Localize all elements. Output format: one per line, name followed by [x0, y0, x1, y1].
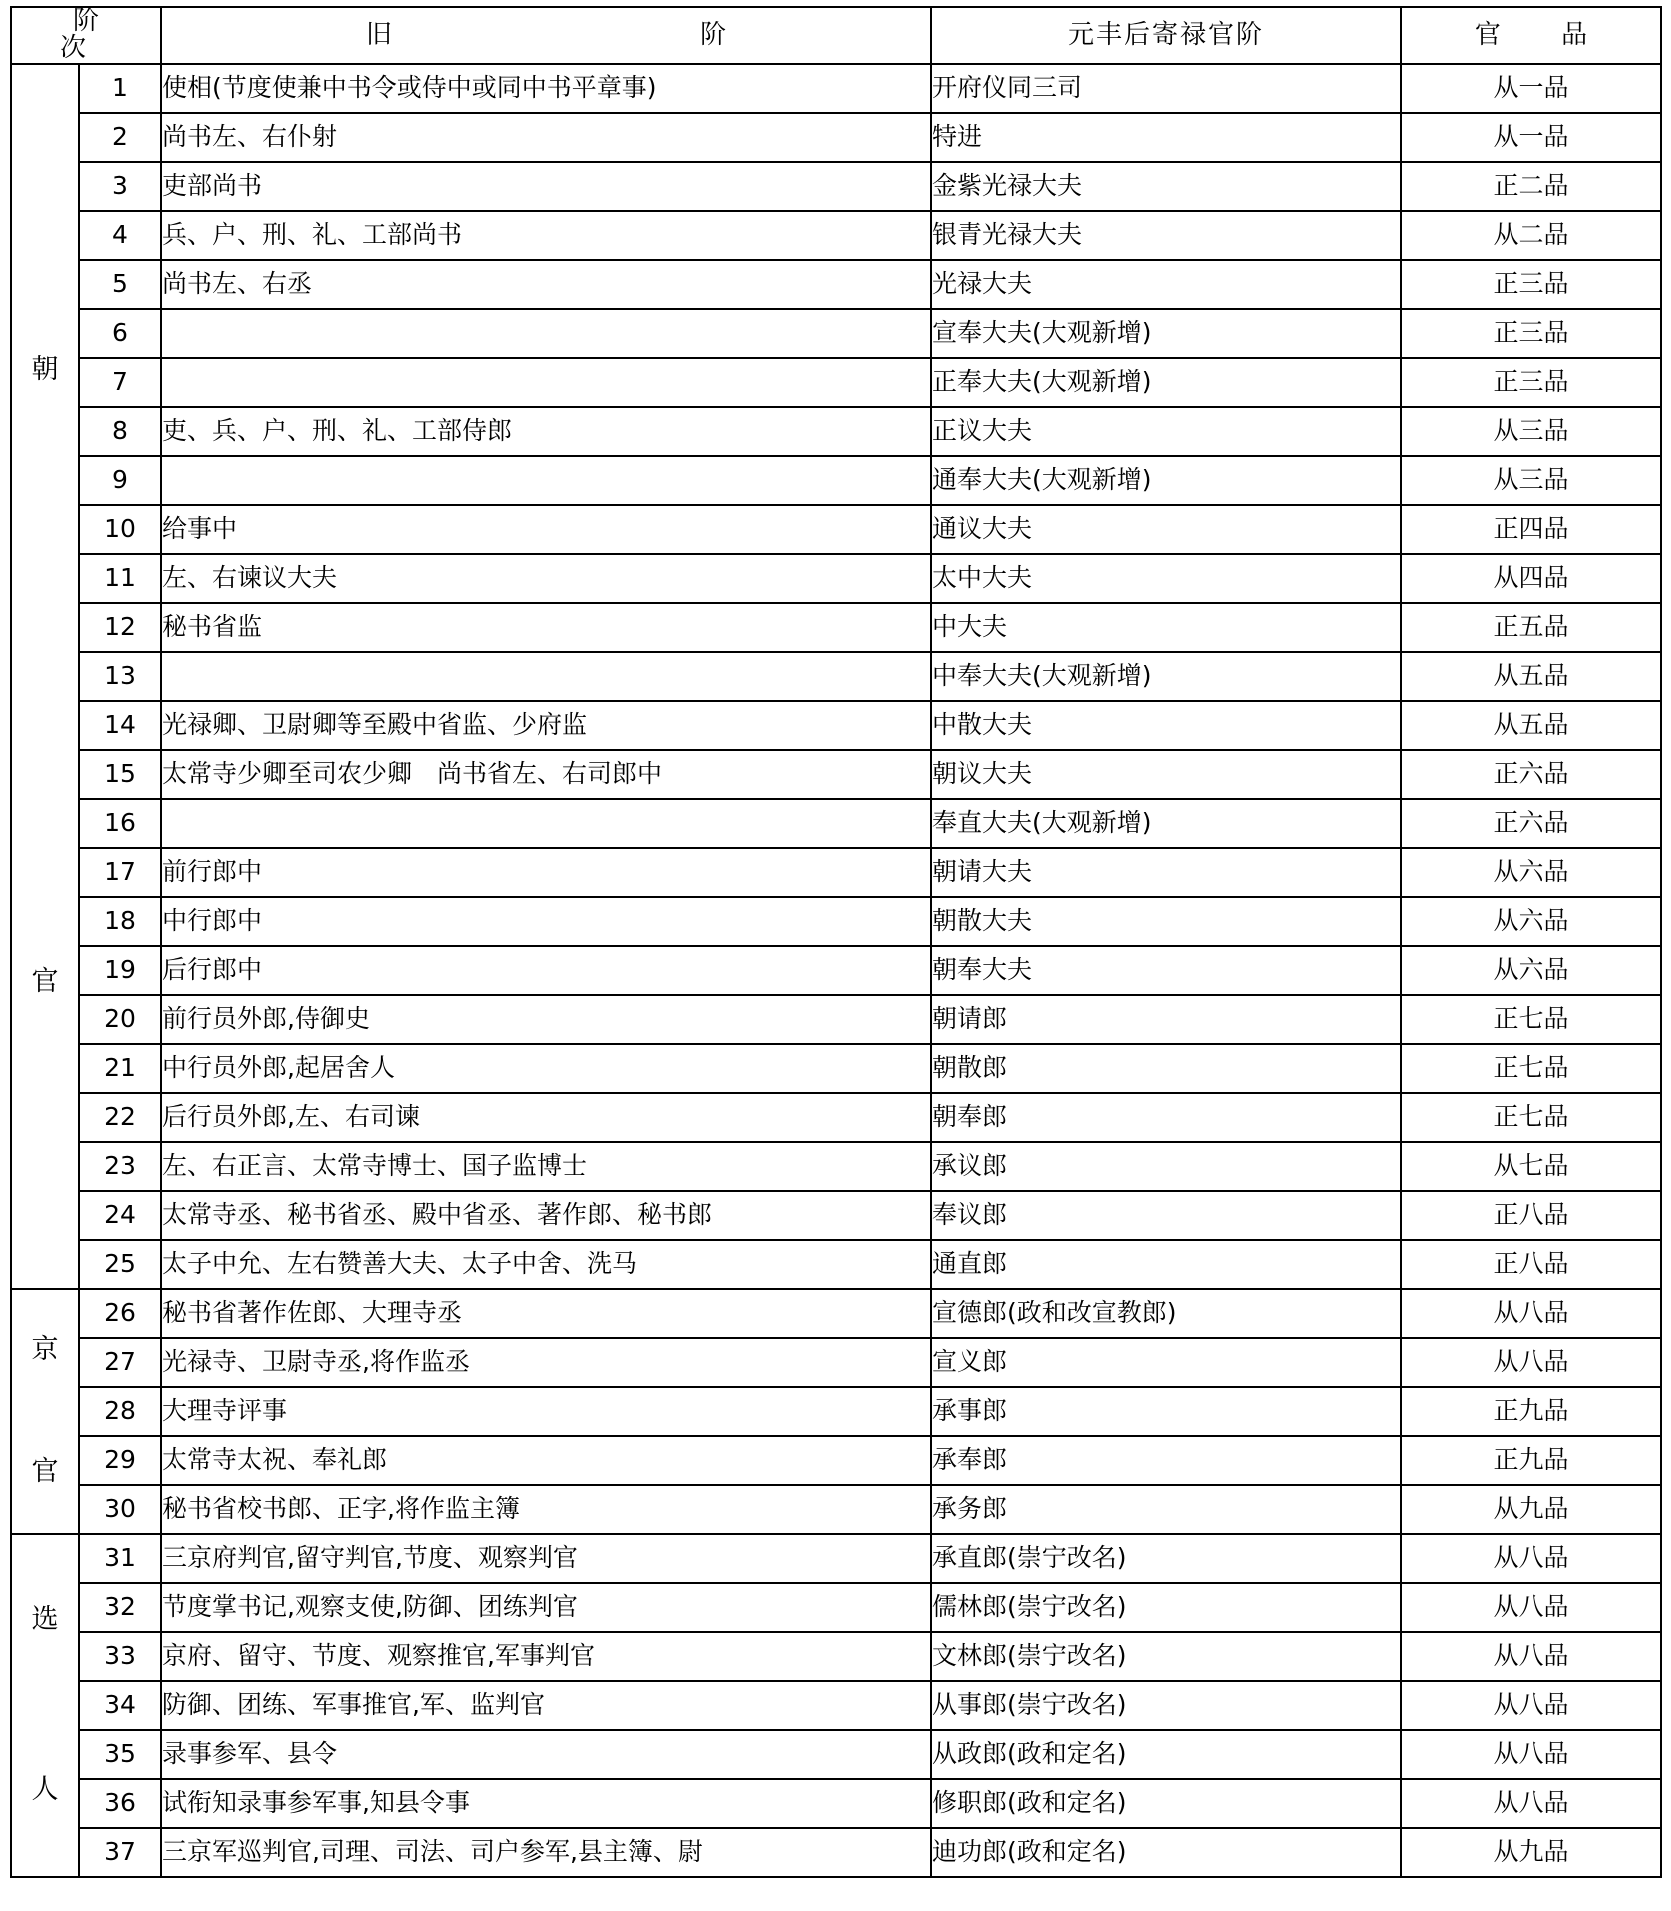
old-rank-cell: 后行员外郎,左、右司谏 — [161, 1093, 931, 1142]
new-rank-cell: 太中大夫 — [931, 554, 1401, 603]
grade-cell: 从八品 — [1401, 1779, 1661, 1828]
table-row — [11, 211, 1661, 260]
new-rank-cell: 金紫光禄大夫 — [931, 162, 1401, 211]
table-row — [11, 260, 1661, 309]
table-row — [11, 1828, 1661, 1877]
grade-cell: 从三品 — [1401, 407, 1661, 456]
new-rank-cell: 承奉郎 — [931, 1436, 1401, 1485]
old-rank-cell: 京府、留守、节度、观察推官,军事判官 — [161, 1632, 931, 1681]
table-row — [11, 162, 1661, 211]
new-rank-cell: 承事郎 — [931, 1387, 1401, 1436]
grade-cell: 正七品 — [1401, 1044, 1661, 1093]
new-rank-cell: 中大夫 — [931, 603, 1401, 652]
table-row — [11, 1436, 1661, 1485]
row-index-cell: 12 — [79, 603, 161, 652]
new-rank-cell: 正奉大夫(大观新增) — [931, 358, 1401, 407]
header-label-new: 元丰后寄禄官阶 — [1068, 19, 1265, 50]
table-row — [11, 799, 1661, 848]
table-row — [11, 652, 1661, 701]
row-index-cell: 2 — [79, 113, 161, 162]
row-index-cell: 37 — [79, 1828, 161, 1877]
group-label-cell — [11, 64, 79, 1289]
grade-cell: 从九品 — [1401, 1485, 1661, 1534]
group-label-stack — [12, 1290, 78, 1533]
header-cell-old — [161, 7, 931, 64]
new-rank-cell: 通直郎 — [931, 1240, 1401, 1289]
table-row — [11, 113, 1661, 162]
grade-cell: 正九品 — [1401, 1387, 1661, 1436]
table-row — [11, 1093, 1661, 1142]
table-row — [11, 946, 1661, 995]
table-row — [11, 309, 1661, 358]
table-row — [11, 701, 1661, 750]
old-rank-cell: 节度掌书记,观察支使,防御、团练判官 — [161, 1583, 931, 1632]
row-index-cell: 9 — [79, 456, 161, 505]
grade-cell: 从四品 — [1401, 554, 1661, 603]
grade-cell: 正二品 — [1401, 162, 1661, 211]
grade-cell: 正七品 — [1401, 1093, 1661, 1142]
table-row — [11, 1338, 1661, 1387]
table-row — [11, 505, 1661, 554]
grade-cell: 正五品 — [1401, 603, 1661, 652]
row-index-cell: 30 — [79, 1485, 161, 1534]
grade-cell: 从八品 — [1401, 1338, 1661, 1387]
old-rank-cell: 后行郎中 — [161, 946, 931, 995]
group-label-stack — [12, 1535, 78, 1876]
grade-cell: 从二品 — [1401, 211, 1661, 260]
grade-cell: 从八品 — [1401, 1730, 1661, 1779]
header-cell-grade — [1401, 7, 1661, 64]
row-index-cell: 24 — [79, 1191, 161, 1240]
new-rank-cell: 宣奉大夫(大观新增) — [931, 309, 1401, 358]
grade-cell: 从八品 — [1401, 1583, 1661, 1632]
header-label-old: 旧 阶 — [365, 19, 877, 50]
group-label-char: 官 — [31, 965, 59, 997]
table-row — [11, 995, 1661, 1044]
old-rank-cell: 秘书省校书郎、正字,将作监主簿 — [161, 1485, 931, 1534]
grade-cell: 正六品 — [1401, 750, 1661, 799]
header-label-grade: 官 品 — [1474, 19, 1614, 50]
new-rank-cell: 文林郎(崇宁改名) — [931, 1632, 1401, 1681]
old-rank-cell: 给事中 — [161, 505, 931, 554]
grade-cell: 正三品 — [1401, 260, 1661, 309]
table-header — [11, 7, 1661, 64]
old-rank-cell: 防御、团练、军事推官,军、监判官 — [161, 1681, 931, 1730]
table-row — [11, 1485, 1661, 1534]
table-row — [11, 1534, 1661, 1583]
row-index-cell: 18 — [79, 897, 161, 946]
new-rank-cell: 奉直大夫(大观新增) — [931, 799, 1401, 848]
old-rank-cell: 秘书省著作佐郎、大理寺丞 — [161, 1289, 931, 1338]
row-index-cell: 6 — [79, 309, 161, 358]
header-cell-new — [931, 7, 1401, 64]
grade-cell: 从六品 — [1401, 946, 1661, 995]
new-rank-cell: 中散大夫 — [931, 701, 1401, 750]
grade-cell: 从九品 — [1401, 1828, 1661, 1877]
old-rank-cell: 大理寺评事 — [161, 1387, 931, 1436]
grade-cell: 正七品 — [1401, 995, 1661, 1044]
grade-cell: 从七品 — [1401, 1142, 1661, 1191]
row-index-cell: 35 — [79, 1730, 161, 1779]
old-rank-cell: 试衔知录事参军事,知县令事 — [161, 1779, 931, 1828]
row-index-cell: 5 — [79, 260, 161, 309]
grade-cell: 从八品 — [1401, 1632, 1661, 1681]
old-rank-cell — [161, 652, 931, 701]
new-rank-cell: 正议大夫 — [931, 407, 1401, 456]
old-rank-cell: 尚书左、右丞 — [161, 260, 931, 309]
old-rank-cell — [161, 358, 931, 407]
row-index-cell: 32 — [79, 1583, 161, 1632]
table-row — [11, 1240, 1661, 1289]
old-rank-cell: 吏部尚书 — [161, 162, 931, 211]
new-rank-cell: 通奉大夫(大观新增) — [931, 456, 1401, 505]
new-rank-cell: 修职郎(政和定名) — [931, 1779, 1401, 1828]
group-label-char: 人 — [31, 1774, 59, 1806]
grade-cell: 从八品 — [1401, 1289, 1661, 1338]
new-rank-cell: 从政郎(政和定名) — [931, 1730, 1401, 1779]
table-row — [11, 358, 1661, 407]
old-rank-cell: 太常寺丞、秘书省丞、殿中省丞、著作郎、秘书郎 — [161, 1191, 931, 1240]
old-rank-cell: 太常寺少卿至司农少卿 尚书省左、右司郎中 — [161, 750, 931, 799]
table-row — [11, 750, 1661, 799]
old-rank-cell: 光禄卿、卫尉卿等至殿中省监、少府监 — [161, 701, 931, 750]
grade-cell: 从三品 — [1401, 456, 1661, 505]
new-rank-cell: 承务郎 — [931, 1485, 1401, 1534]
row-index-cell: 31 — [79, 1534, 161, 1583]
new-rank-cell: 中奉大夫(大观新增) — [931, 652, 1401, 701]
new-rank-cell: 银青光禄大夫 — [931, 211, 1401, 260]
row-index-cell: 27 — [79, 1338, 161, 1387]
old-rank-cell: 左、右谏议大夫 — [161, 554, 931, 603]
row-index-cell: 28 — [79, 1387, 161, 1436]
row-index-cell: 3 — [79, 162, 161, 211]
row-index-cell: 13 — [79, 652, 161, 701]
new-rank-cell: 朝请大夫 — [931, 848, 1401, 897]
row-index-cell: 14 — [79, 701, 161, 750]
table-row — [11, 1779, 1661, 1828]
group-label-char: 选 — [31, 1603, 59, 1635]
new-rank-cell: 宣义郎 — [931, 1338, 1401, 1387]
grade-cell: 从一品 — [1401, 64, 1661, 113]
row-index-cell: 21 — [79, 1044, 161, 1093]
table-row — [11, 1191, 1661, 1240]
old-rank-cell — [161, 799, 931, 848]
group-label-char: 京 — [31, 1334, 59, 1366]
grade-cell: 正八品 — [1401, 1240, 1661, 1289]
table-row — [11, 64, 1661, 113]
table-row — [11, 1289, 1661, 1338]
row-index-cell: 34 — [79, 1681, 161, 1730]
row-index-cell: 23 — [79, 1142, 161, 1191]
new-rank-cell: 朝请郎 — [931, 995, 1401, 1044]
row-index-cell: 22 — [79, 1093, 161, 1142]
old-rank-cell: 兵、户、刑、礼、工部尚书 — [161, 211, 931, 260]
table-row — [11, 1142, 1661, 1191]
grade-cell: 正九品 — [1401, 1436, 1661, 1485]
table-row — [11, 603, 1661, 652]
table-body — [11, 64, 1661, 1877]
new-rank-cell: 朝奉大夫 — [931, 946, 1401, 995]
grade-cell: 正三品 — [1401, 358, 1661, 407]
old-rank-cell — [161, 456, 931, 505]
new-rank-cell: 特进 — [931, 113, 1401, 162]
new-rank-cell: 朝散大夫 — [931, 897, 1401, 946]
row-index-cell: 19 — [79, 946, 161, 995]
old-rank-cell: 光禄寺、卫尉寺丞,将作监丞 — [161, 1338, 931, 1387]
grade-cell: 正三品 — [1401, 309, 1661, 358]
old-rank-cell: 使相(节度使兼中书令或侍中或同中书平章事) — [161, 64, 931, 113]
new-rank-cell: 开府仪同三司 — [931, 64, 1401, 113]
table-row — [11, 1583, 1661, 1632]
old-rank-cell: 尚书左、右仆射 — [161, 113, 931, 162]
new-rank-cell: 通议大夫 — [931, 505, 1401, 554]
new-rank-cell: 奉议郎 — [931, 1191, 1401, 1240]
row-index-cell: 11 — [79, 554, 161, 603]
row-index-cell: 20 — [79, 995, 161, 1044]
old-rank-cell: 前行郎中 — [161, 848, 931, 897]
table-row — [11, 456, 1661, 505]
row-index-cell: 36 — [79, 1779, 161, 1828]
row-index-cell: 29 — [79, 1436, 161, 1485]
new-rank-cell: 迪功郎(政和定名) — [931, 1828, 1401, 1877]
new-rank-cell: 承议郎 — [931, 1142, 1401, 1191]
group-label-cell — [11, 1289, 79, 1534]
grade-cell: 从五品 — [1401, 652, 1661, 701]
old-rank-cell: 秘书省监 — [161, 603, 931, 652]
table-row — [11, 1632, 1661, 1681]
row-index-cell: 4 — [79, 211, 161, 260]
old-rank-cell: 吏、兵、户、刑、礼、工部侍郎 — [161, 407, 931, 456]
new-rank-cell: 儒林郎(崇宁改名) — [931, 1583, 1401, 1632]
old-rank-cell — [161, 309, 931, 358]
header-cell-group — [11, 7, 161, 64]
row-index-cell: 16 — [79, 799, 161, 848]
row-index-cell: 8 — [79, 407, 161, 456]
old-rank-cell: 录事参军、县令 — [161, 1730, 931, 1779]
table-row — [11, 897, 1661, 946]
old-rank-cell: 三京军巡判官,司理、司法、司户参军,县主簿、尉 — [161, 1828, 931, 1877]
group-label-char: 朝 — [31, 354, 59, 386]
new-rank-cell: 光禄大夫 — [931, 260, 1401, 309]
new-rank-cell: 承直郎(崇宁改名) — [931, 1534, 1401, 1583]
row-index-cell: 33 — [79, 1632, 161, 1681]
table-row — [11, 1730, 1661, 1779]
old-rank-cell: 前行员外郎,侍御史 — [161, 995, 931, 1044]
grade-cell: 从八品 — [1401, 1534, 1661, 1583]
new-rank-cell: 朝散郎 — [931, 1044, 1401, 1093]
official-rank-table — [10, 6, 1662, 1878]
grade-cell: 正八品 — [1401, 1191, 1661, 1240]
row-index-cell: 1 — [79, 64, 161, 113]
table-row — [11, 1044, 1661, 1093]
table-row — [11, 554, 1661, 603]
old-rank-cell: 三京府判官,留守判官,节度、观察判官 — [161, 1534, 931, 1583]
old-rank-cell: 太子中允、左右赞善大夫、太子中舍、洗马 — [161, 1240, 931, 1289]
grade-cell: 从五品 — [1401, 701, 1661, 750]
new-rank-cell: 从事郎(崇宁改名) — [931, 1681, 1401, 1730]
old-rank-cell: 中行郎中 — [161, 897, 931, 946]
table-row — [11, 848, 1661, 897]
grade-cell: 从八品 — [1401, 1681, 1661, 1730]
row-index-cell: 15 — [79, 750, 161, 799]
row-index-cell: 26 — [79, 1289, 161, 1338]
grade-cell: 从一品 — [1401, 113, 1661, 162]
grade-cell: 从六品 — [1401, 897, 1661, 946]
old-rank-cell: 太常寺太祝、奉礼郎 — [161, 1436, 931, 1485]
grade-cell: 从六品 — [1401, 848, 1661, 897]
row-index-cell: 7 — [79, 358, 161, 407]
grade-cell: 正六品 — [1401, 799, 1661, 848]
new-rank-cell: 宣德郎(政和改宣教郎) — [931, 1289, 1401, 1338]
table-row — [11, 1681, 1661, 1730]
group-label-stack — [12, 65, 78, 1288]
row-index-cell: 17 — [79, 848, 161, 897]
new-rank-cell: 朝议大夫 — [931, 750, 1401, 799]
table-row — [11, 407, 1661, 456]
new-rank-cell: 朝奉郎 — [931, 1093, 1401, 1142]
grade-cell: 正四品 — [1401, 505, 1661, 554]
header-label-group: 阶 次 — [60, 6, 126, 64]
group-label-cell — [11, 1534, 79, 1877]
table-row — [11, 1387, 1661, 1436]
row-index-cell: 10 — [79, 505, 161, 554]
old-rank-cell: 左、右正言、太常寺博士、国子监博士 — [161, 1142, 931, 1191]
table-header-row — [11, 7, 1661, 64]
old-rank-cell: 中行员外郎,起居舍人 — [161, 1044, 931, 1093]
group-label-char: 官 — [31, 1455, 59, 1487]
row-index-cell: 25 — [79, 1240, 161, 1289]
